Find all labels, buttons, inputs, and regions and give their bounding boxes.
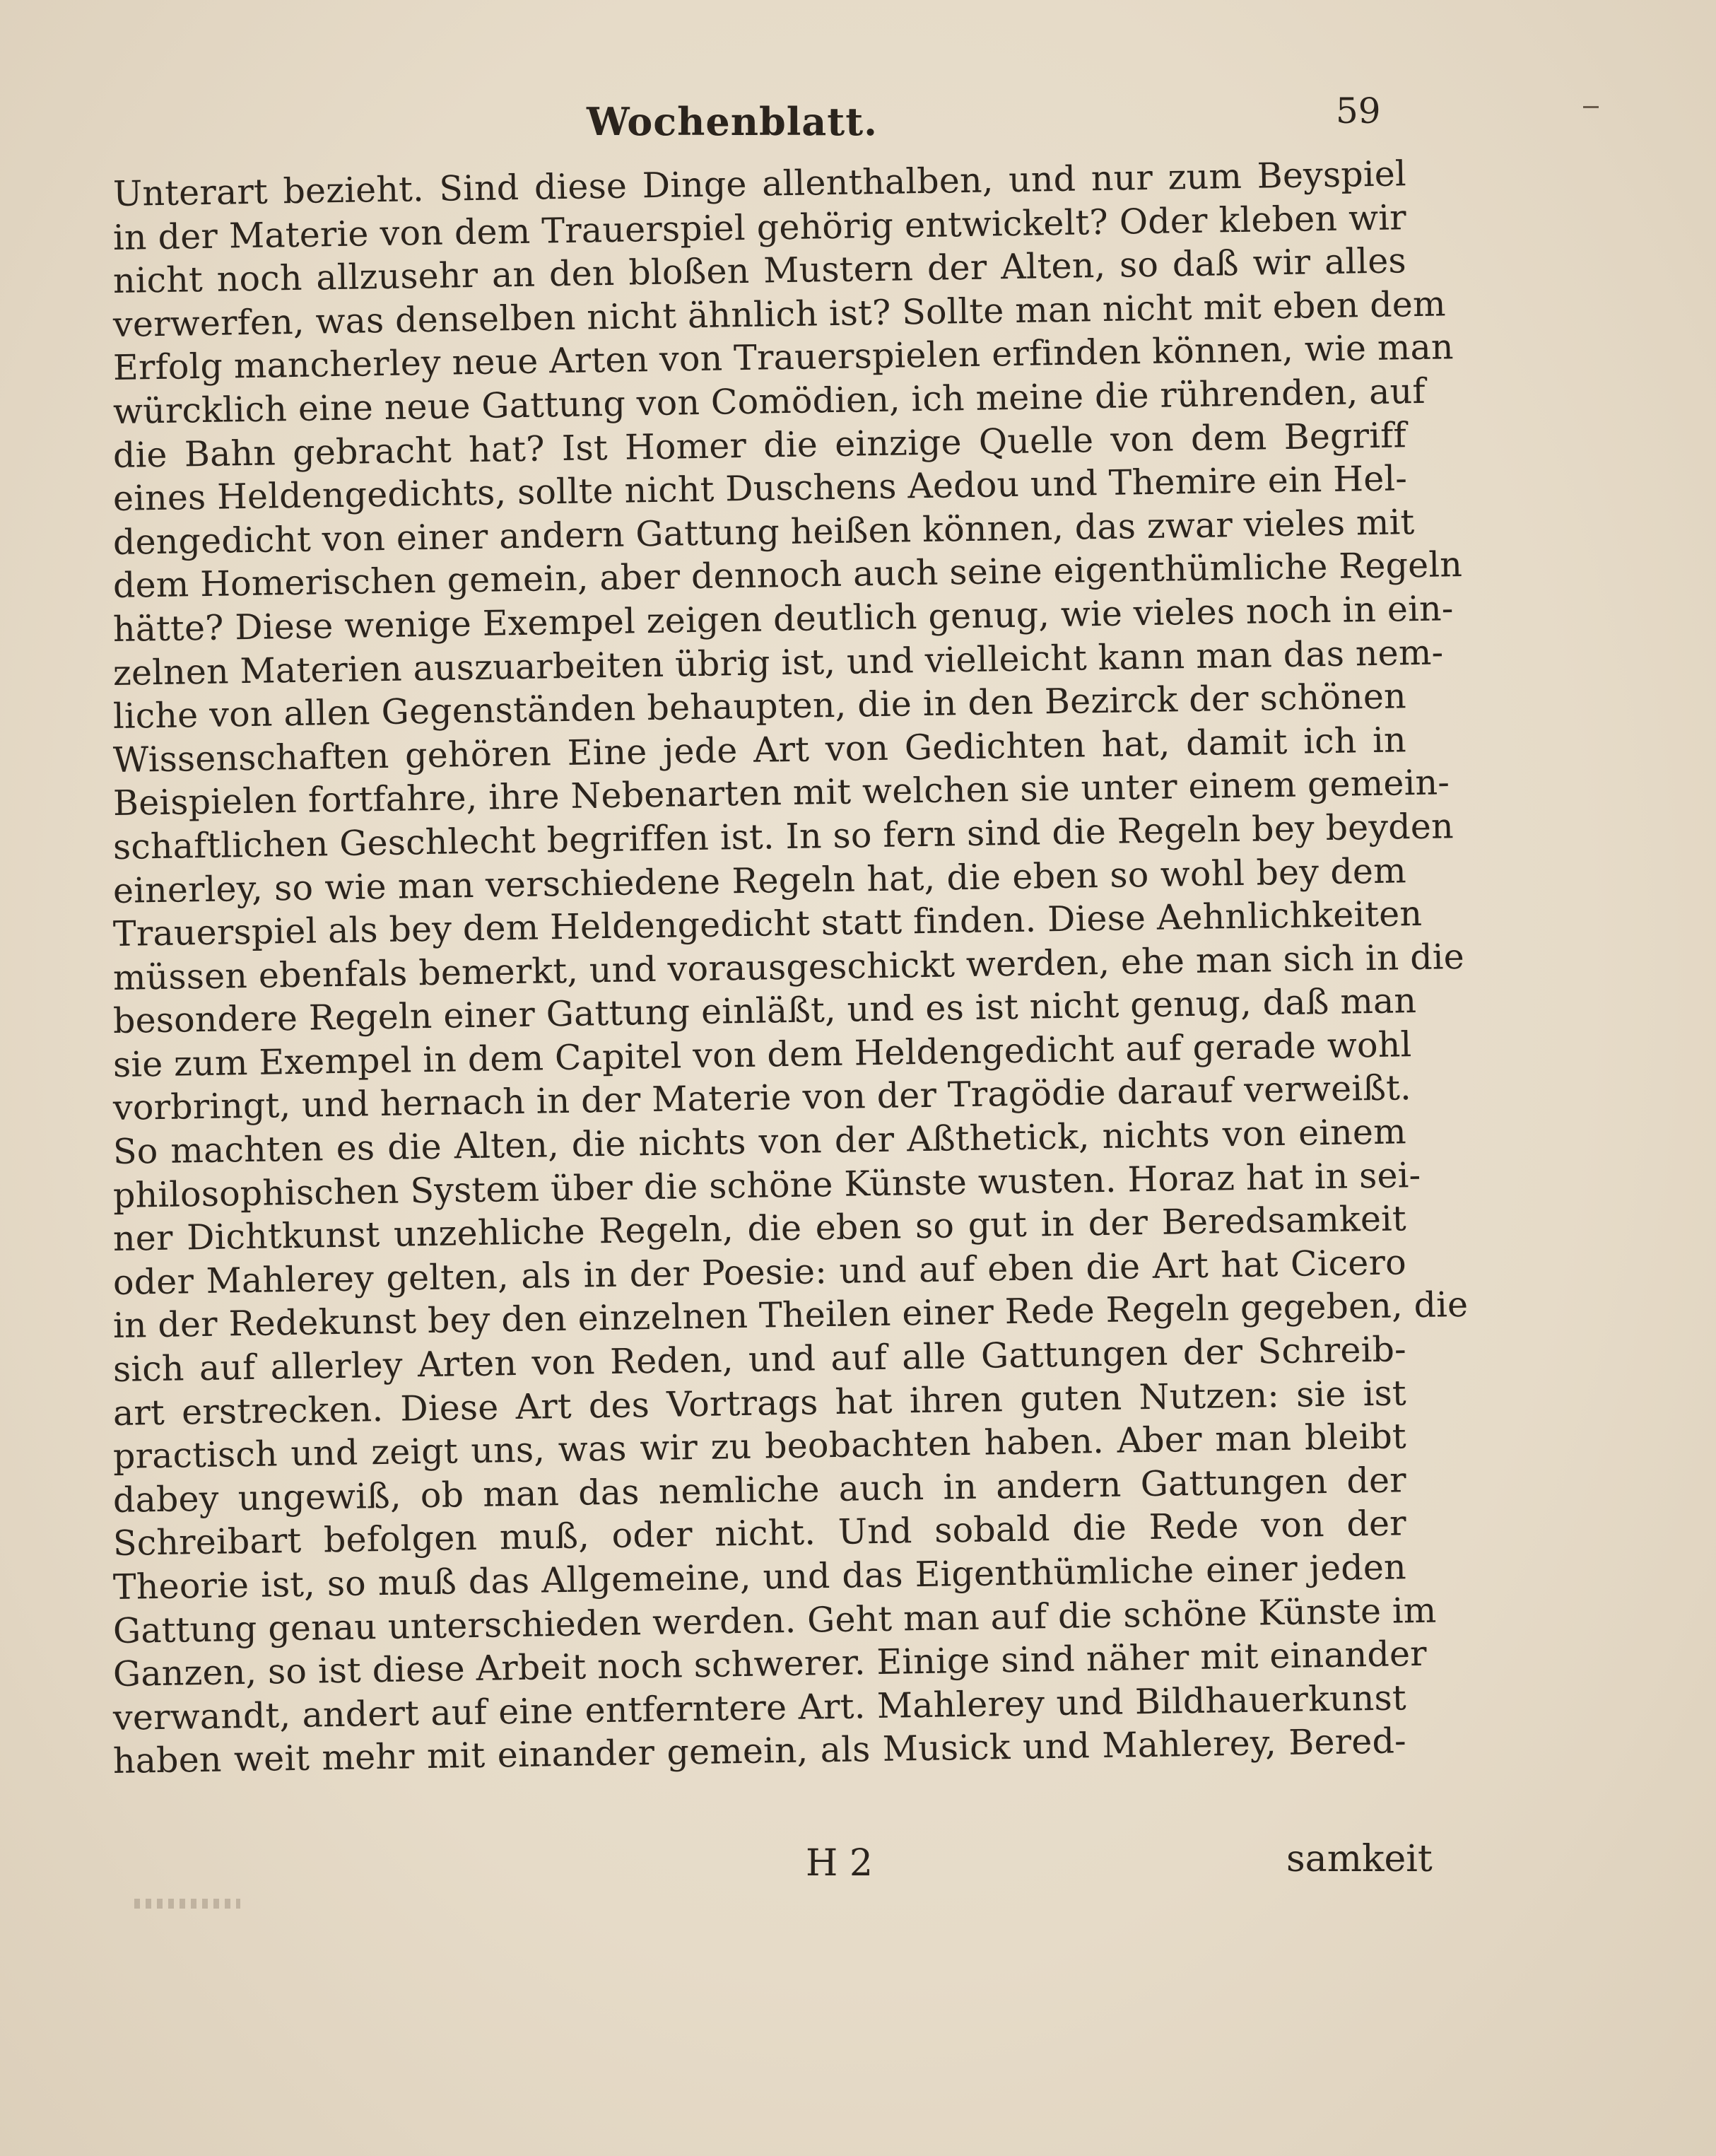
faint-stamp-mark [134,1899,240,1909]
text-line: So machten es die Alten, die nichts von der Aßthetick, nichts von einem [112,1111,1407,1173]
text-line: nicht noch allzusehr an den bloßen Mustern der Alten, so daß wir alles [112,240,1407,302]
text-line: Erfolg mancherley neue Arten von Trauerspielen erfinden können, wie man [112,327,1455,389]
text-line: dem Homerischen gemein, aber dennoch auch seine eigenthümliche Regeln [112,544,1463,607]
text-line: verwerfen, was denselben nicht ähnlich ist? Sollte man nicht mit eben dem [112,283,1447,345]
running-title: Wochenblatt. [587,99,878,144]
text-line: haben weit mehr mit einander gemein, als Musick und Mahlerey, Bered- [112,1721,1407,1782]
text-line: art erstrecken. Diese Art des Vortrags hat ihren guten Nutzen: sie ist [112,1372,1407,1434]
text-line: Schreibart befolgen muß, oder nicht. Und sobald die Rede von der [112,1503,1407,1564]
text-line: hätte? Diese wenige Exempel zeigen deutlich genug, wie vieles noch in ein- [112,588,1454,650]
catchword: samkeit [1286,1838,1433,1880]
text-line: einerley, so wie man verschiedene Regeln hat, die eben so wohl bey dem [112,850,1407,911]
text-line: Beispielen fortfahre, ihre Nebenarten mit welchen sie unter einem gemein- [112,762,1450,824]
text-line: sich auf allerley Arten von Reden, und auf alle Gattungen der Schreib- [112,1329,1407,1390]
text-line: dengedicht von einer andern Gattung heißen können, das zwar vieles mit [112,501,1415,563]
text-line: ner Dichtkunst unzehliche Regeln, die eben so gut in der Beredsamkeit [112,1198,1407,1260]
signature-mark: H 2 [806,1842,873,1885]
text-line: in der Redekunst bey den einzelnen Theilen einer Rede Regeln gegeben, die [112,1284,1469,1347]
text-line: Gattung genau unterschieden werden. Geht man auf die schöne Künste im [112,1590,1437,1651]
text-line: Wissenschaften gehören Eine jede Art von Gedichten hat, damit ich in [112,719,1407,780]
text-line: Ganzen, so ist diese Arbeit noch schwerer. Einige sind näher mit einander [112,1633,1428,1695]
text-line: vorbringt, und hernach in der Materie von der Tragödie darauf verweißt. [112,1067,1412,1129]
text-line: Theorie ist, so muß das Allgemeine, und das Eigenthümliche einer jeden [112,1547,1407,1607]
body-text [112,153,1469,1783]
text-line: sie zum Exempel in dem Capitel von dem Heldengedicht auf gerade wohl [112,1024,1412,1085]
text-line: die Bahn gebracht hat? Ist Homer die einzige Quelle von dem Begriff [112,414,1407,476]
text-line: besondere Regeln einer Gattung einläßt, und es ist nicht genug, daß man [112,980,1417,1042]
text-line: dabey ungewiß, ob man das nemliche auch in andern Gattungen der [112,1460,1407,1521]
text-line: zelnen Materien auszuarbeiten übrig ist, und vielleicht kann man das nem- [112,631,1444,693]
text-line: würcklich eine neue Gattung von Comödien, ich meine die rührenden, auf [112,370,1426,432]
text-line: philosophischen System über die schöne Künste wusten. Horaz hat in sei- [112,1154,1421,1216]
page-number: 59 [1336,90,1381,131]
text-line: oder Mahlerey gelten, als in der Poesie: und auf eben die Art hat Cicero [112,1242,1407,1303]
text-line: liche von allen Gegenständen behaupten, die in den Bezirck der schönen [112,676,1407,737]
text-line: in der Materie von dem Trauerspiel gehörig entwickelt? Oder kleben wir [112,197,1407,258]
text-line: schaftlichen Geschlecht begriffen ist. In so fern sind die Regeln bey beyden [112,806,1455,867]
text-line: eines Heldengedichts, sollte nicht Duschens Aedou und Themire ein Hel- [112,458,1408,520]
text-line: Unterart bezieht. Sind diese Dinge allenthalben, und nur zum Beyspiel [112,153,1407,214]
margin-mark [1583,106,1599,108]
text-line: practisch und zeigt uns, was wir zu beobachten haben. Aber man bleibt [112,1416,1407,1477]
text-line: müssen ebenfals bemerkt, und vorausgeschickt werden, ehe man sich in die [112,936,1465,998]
text-line: Trauerspiel als bey dem Heldengedicht statt finden. Diese Aehnlichkeiten [112,894,1423,955]
text-line: verwandt, andert auf eine entferntere Art. Mahlerey und Bildhauerkunst [112,1677,1407,1738]
